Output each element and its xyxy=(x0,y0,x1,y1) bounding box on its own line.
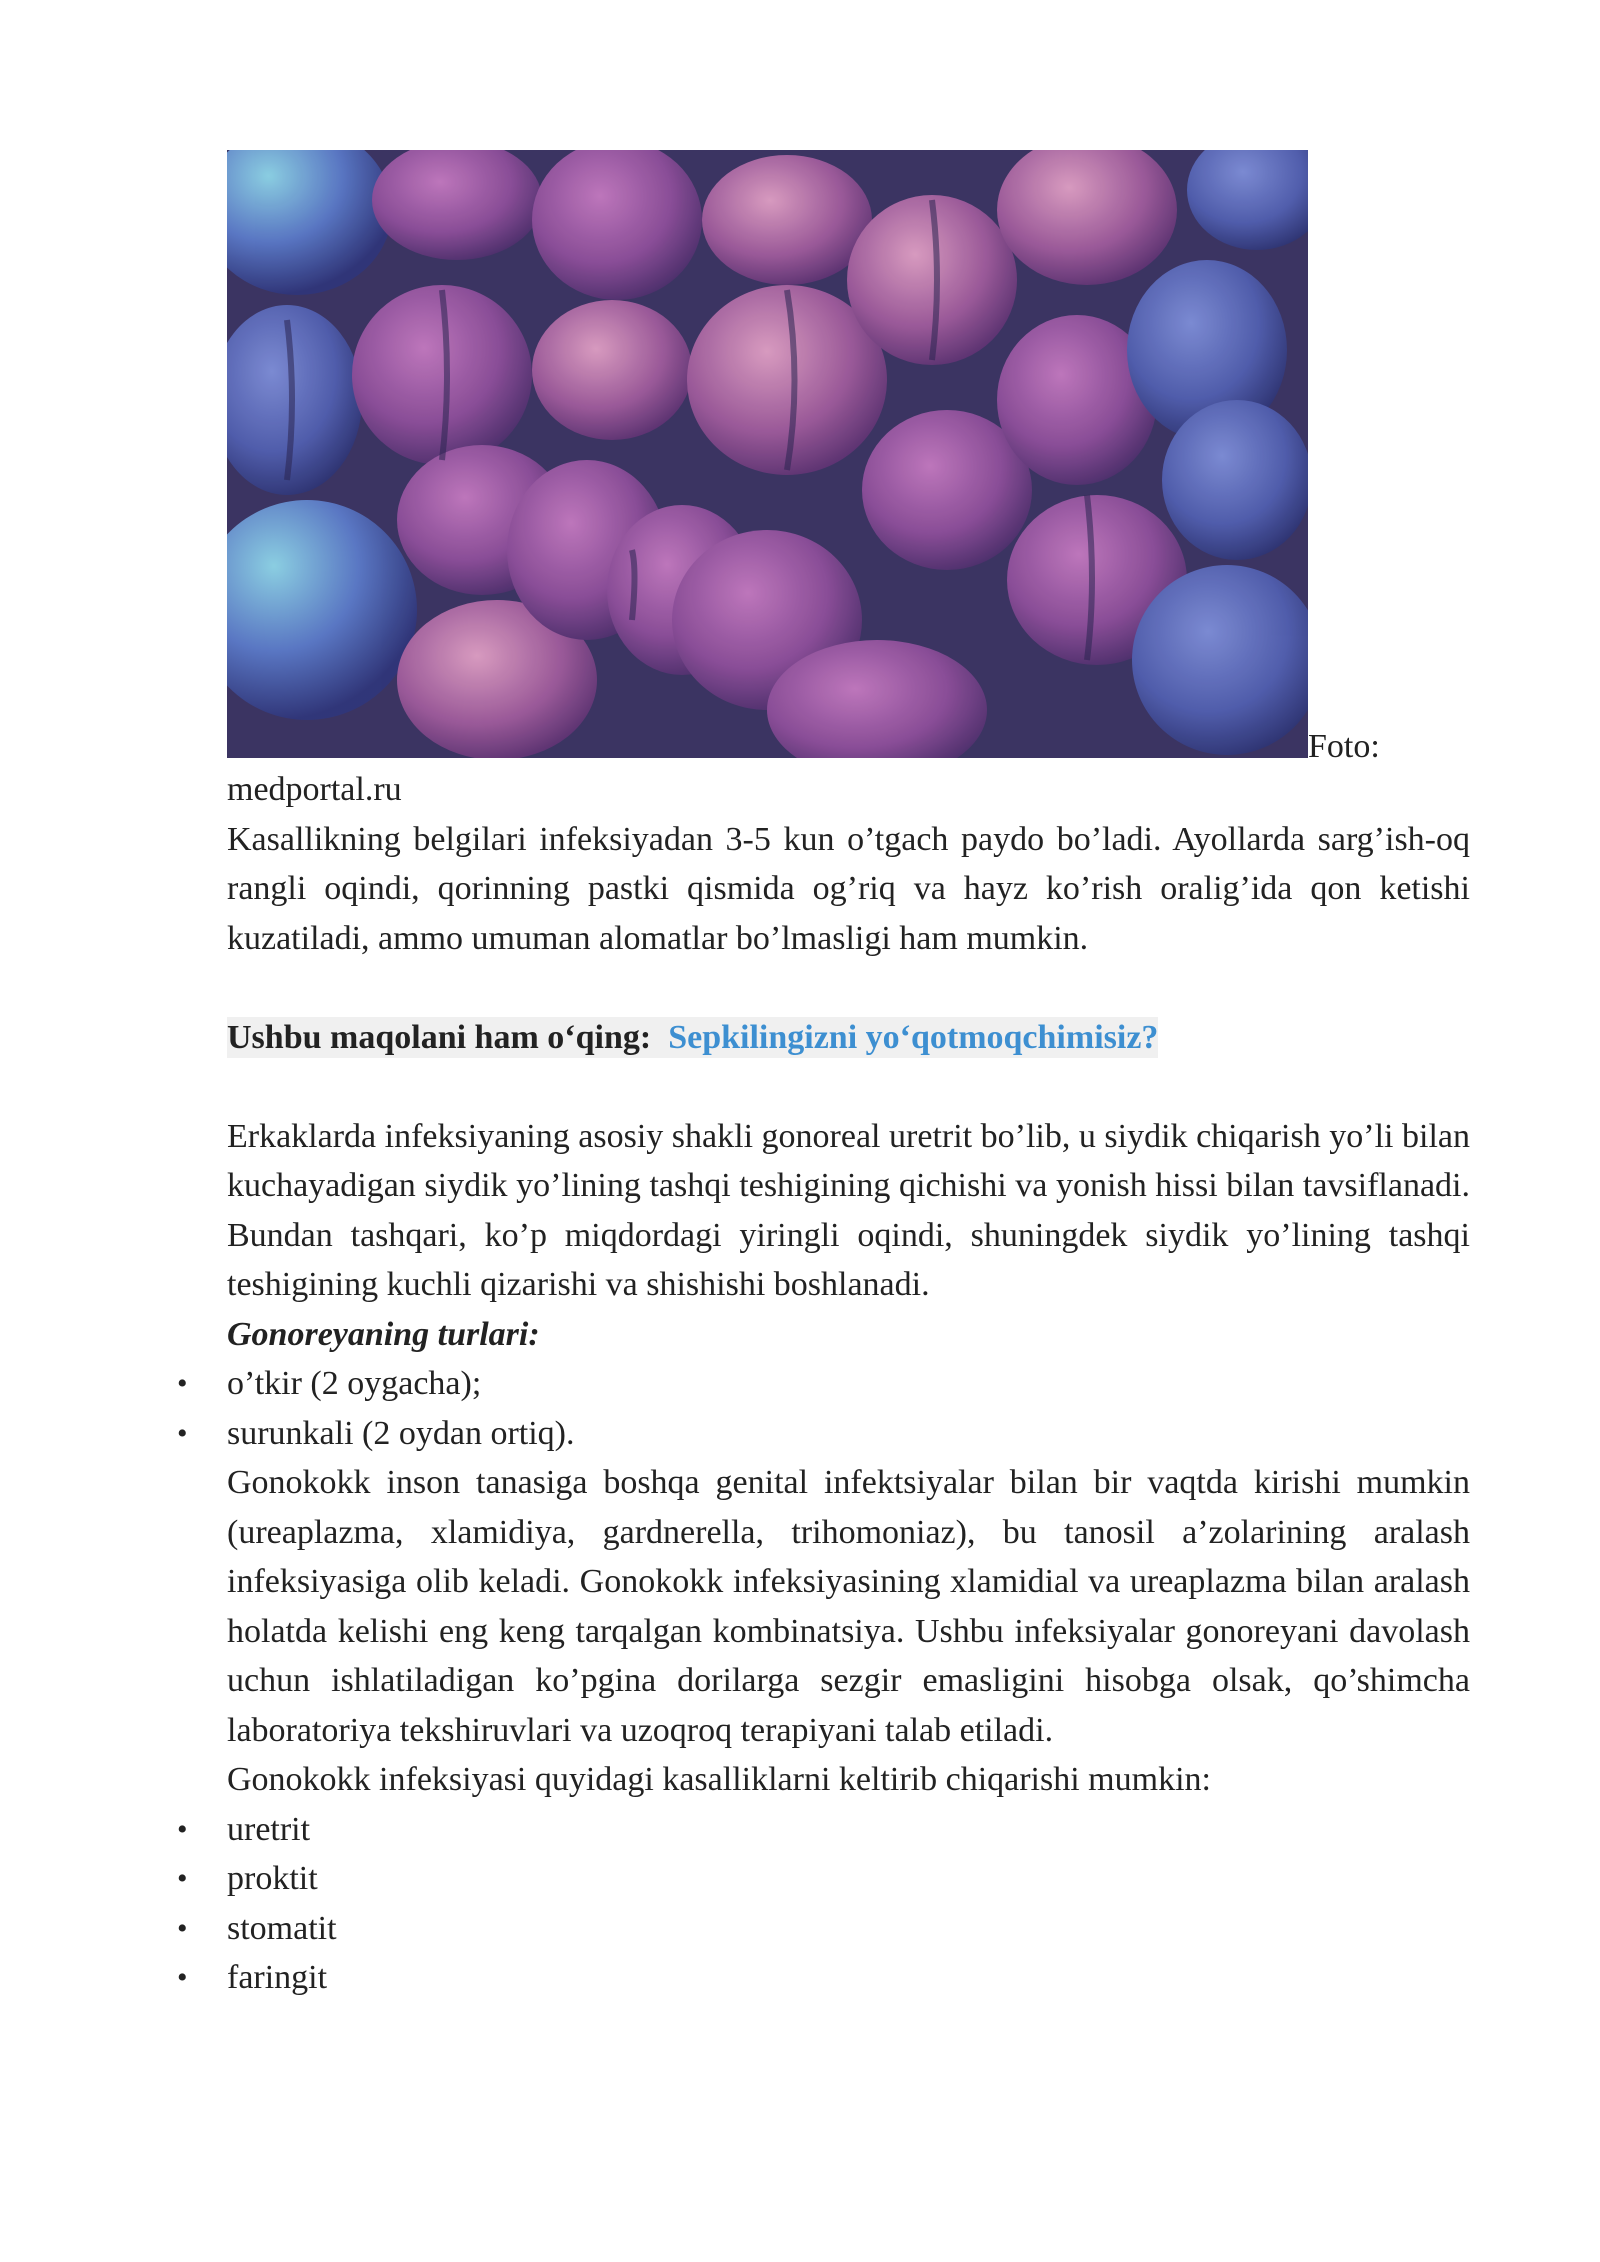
bacteria-micrograph-image xyxy=(227,150,1308,758)
diseases-list xyxy=(177,1805,1470,2003)
list-item xyxy=(177,1904,1470,1954)
related-article-label: Ushbu maqolani ham o‘qing: xyxy=(227,1018,652,1056)
figure-caption-source: medportal.ru xyxy=(227,771,402,808)
spacer xyxy=(227,1062,1470,1112)
list-item-text: surunkali (2 oydan ortiq). xyxy=(227,1414,575,1452)
figure-caption-start: Foto: xyxy=(1308,728,1380,765)
bullet-icon: • xyxy=(177,1961,188,1994)
bullet-icon: • xyxy=(177,1911,188,1945)
document-page xyxy=(177,150,1470,2003)
list-item xyxy=(177,1805,1470,1855)
spacer xyxy=(227,963,1470,1013)
coinfection-paragraph: Gonokokk inson tanasiga boshqa genital infektsiyalar bilan bir vaqtda kirishi mumkin (ureaplazma, xlamidiya, gardnerella, trihomoniaz), bu tanosil a’zolarining aralash infeksiyasiga olib keladi. Gonokokk infeksiyasining xlamidial va ureaplazma bilan aralash holatda kelishi eng keng tarqalgan kombinatsiya. Ushbu infeksiyalar gonoreyani davolash uchun ishlatiladigan ko’pgina dorilarga sezgir emasligini hisobga olsak, qo’shimcha laboratoriya tekshiruvlari va uzoqroq terapiyani talab etiladi. xyxy=(227,1464,1470,1749)
list-item xyxy=(177,1359,1470,1409)
men-symptoms-paragraph: Erkaklarda infeksiyaning asosiy shakli gonoreal uretrit bo’lib, u siydik chiqarish yo’li bilan kuchayadigan siydik yo’lining tashqi teshigining qichishi va yonish hissi bilan tavsiflanadi. Bundan tashqari, ko’p miqdordagi yiringli oqindi, shuningdek siydik yo’lining tashqi teshigining kuchli qizarishi va shishishi boshlanadi. xyxy=(227,1117,1470,1303)
bullet-icon: • xyxy=(177,1367,188,1400)
list-item-text: proktit xyxy=(227,1860,318,1897)
related-article-link[interactable]: Sepkilingizni yo‘qotmoqchimisiz? xyxy=(668,1018,1159,1056)
types-list xyxy=(177,1359,1470,1458)
related-article xyxy=(227,1013,1470,1063)
list-item xyxy=(177,1953,1470,2003)
bullet-icon: • xyxy=(177,1416,188,1450)
bullet-icon: • xyxy=(177,1812,188,1846)
list-item-text: uretrit xyxy=(227,1810,311,1848)
list-item-text: stomatit xyxy=(227,1909,337,1947)
symptoms-paragraph: Kasallikning belgilari infeksiyadan 3-5 kun o’tgach paydo bo’ladi. Ayollarda sarg’ish-oq rangli oqindi, qorinning pastki qismida og’riq va hayz ko’rish oralig’ida qon ketishi kuzatiladi, ammo umuman alomatlar bo’lmasligi ham mumkin. xyxy=(227,820,1470,957)
list-item xyxy=(177,1854,1470,1904)
diseases-intro: Gonokokk infeksiyasi quyidagi kasalliklarni keltirib chiqarishi mumkin: xyxy=(227,1761,1211,1798)
list-item xyxy=(177,1409,1470,1459)
list-item-text: faringit xyxy=(227,1959,328,1996)
bullet-icon: • xyxy=(177,1862,188,1895)
related-article-box xyxy=(227,1017,1158,1058)
types-heading: Gonoreyaning turlari: xyxy=(227,1315,540,1353)
figure xyxy=(227,150,1470,765)
list-item-text: o’tkir (2 oygacha); xyxy=(227,1365,482,1402)
